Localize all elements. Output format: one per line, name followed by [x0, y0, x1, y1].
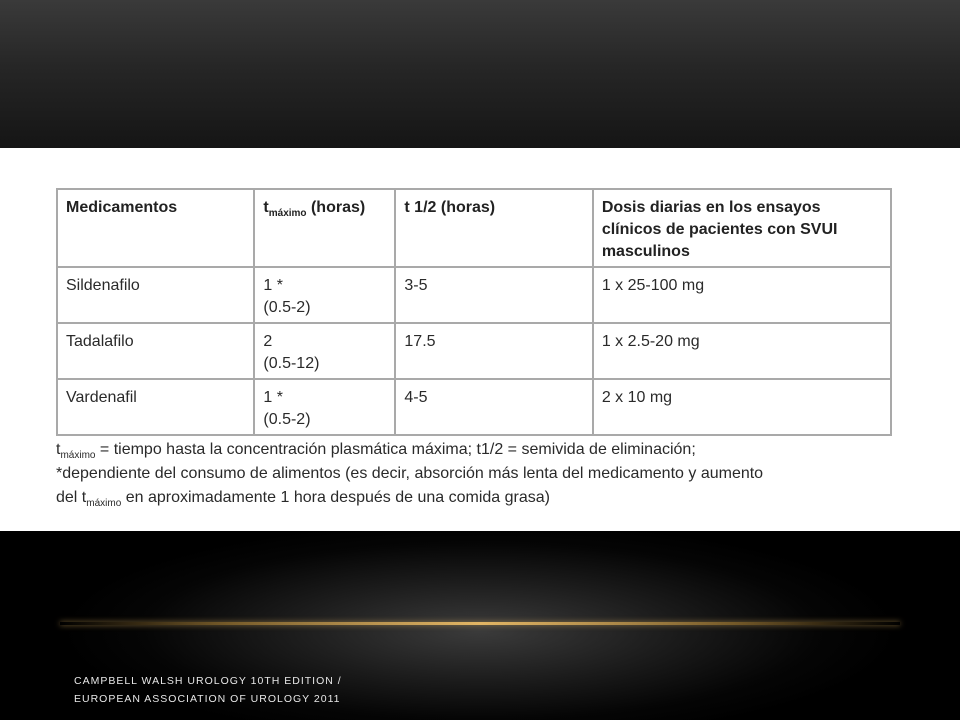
cell-half-life: 17.5	[395, 323, 592, 379]
table-row	[57, 379, 891, 435]
cell-half-life: 4-5	[395, 379, 592, 435]
gold-accent-line	[60, 622, 900, 625]
cell-tmax-value: 1 *	[263, 389, 283, 406]
footnote-line-2: *dependiente del consumo de alimentos (es decir, absorción más lenta del medicamento y aumento	[56, 465, 764, 482]
header-dosis: Dosis diarias en los ensayos clínicos de pacientes con SVUI masculinos	[593, 189, 891, 267]
header-tmax-subscript: máximo	[268, 208, 307, 219]
table-header-row	[57, 189, 891, 267]
cell-tmax-value: 2	[263, 333, 273, 350]
source-citation	[74, 672, 474, 708]
table-row	[57, 323, 891, 379]
cell-drug: Sildenafilo	[57, 267, 254, 323]
footnote-suffix: en aproximadamente 1 hora después de una comida grasa)	[121, 489, 550, 506]
footnote-subscript: máximo	[60, 450, 96, 461]
top-dark-band	[0, 0, 960, 148]
header-medicamentos: Medicamentos	[57, 189, 254, 267]
drug-comparison-table	[56, 188, 892, 436]
footnote-subscript: máximo	[86, 498, 122, 509]
cell-dose: 2 x 10 mg	[593, 379, 891, 435]
cell-tmax-range: (0.5-2)	[263, 299, 311, 316]
citation-line-1: CAMPBELL WALSH UROLOGY 10TH EDITION /	[74, 675, 342, 687]
cell-tmax-value: 1 *	[263, 277, 283, 294]
cell-dose: 1 x 2.5-20 mg	[593, 323, 891, 379]
footnote-t: t	[56, 441, 61, 458]
cell-tmax	[254, 267, 395, 323]
footnote-line-1	[56, 438, 936, 462]
header-half-life: t 1/2 (horas)	[395, 189, 592, 267]
cell-drug: Vardenafil	[57, 379, 254, 435]
header-tmax-unit: (horas)	[306, 199, 366, 216]
header-tmax	[254, 189, 395, 267]
cell-drug: Tadalafilo	[57, 323, 254, 379]
cell-tmax-range: (0.5-12)	[263, 355, 320, 372]
footnote-definition: = tiempo hasta la concentración plasmática máxima; t1/2 = semivida de eliminación;	[95, 441, 696, 458]
cell-dose: 1 x 25-100 mg	[593, 267, 891, 323]
footnote-prefix: del t	[56, 489, 87, 506]
cell-tmax-range: (0.5-2)	[263, 411, 311, 428]
header-tmax-t: t	[263, 199, 269, 216]
footnote-line-3	[56, 486, 936, 510]
cell-tmax	[254, 323, 395, 379]
citation-line-2: EUROPEAN ASSOCIATION OF UROLOGY 2011	[74, 693, 341, 705]
table-footnote	[56, 438, 936, 510]
cell-tmax	[254, 379, 395, 435]
cell-half-life: 3-5	[395, 267, 592, 323]
table-row	[57, 267, 891, 323]
